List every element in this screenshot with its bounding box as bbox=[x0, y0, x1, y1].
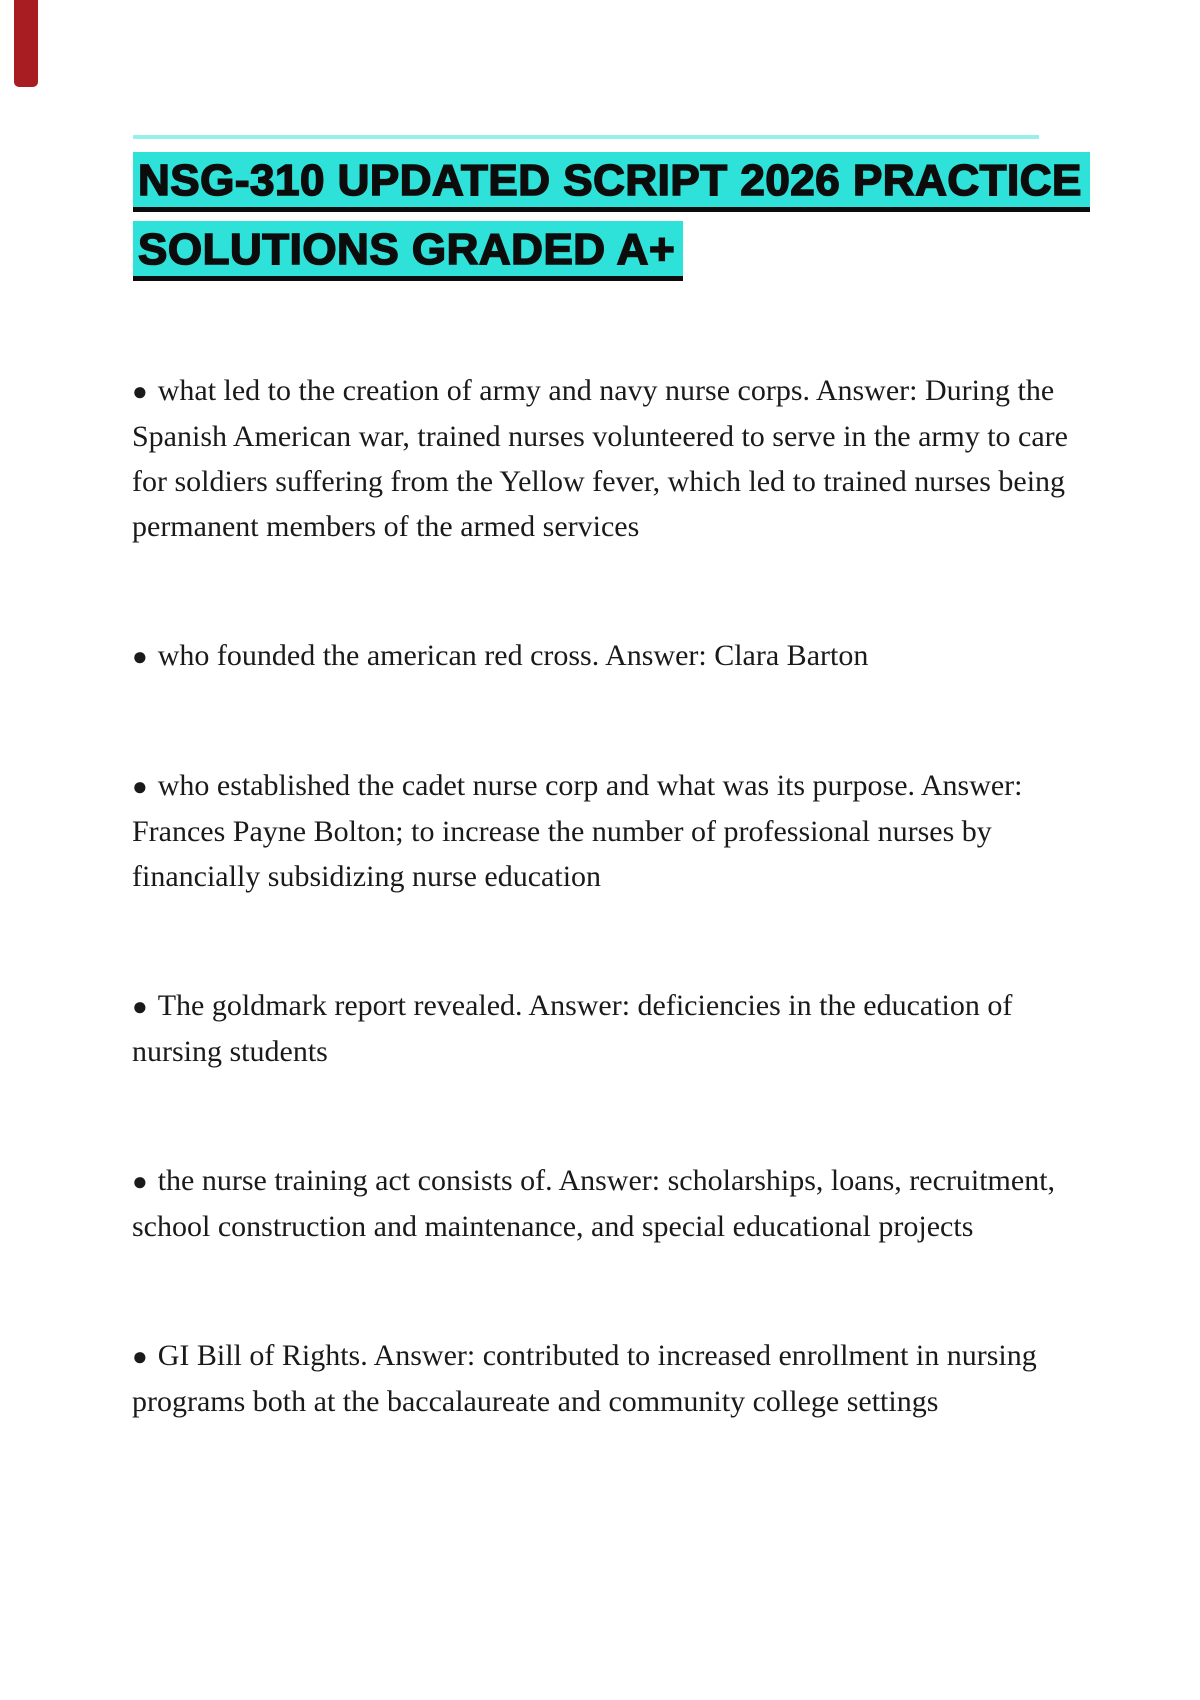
qa-text: what led to the creation of army and navy nurse corps. Answer: During the Spanish American war, trained nurses volunteered to serve in the army to care for soldiers suffering from the Yellow fever, which led to trained nurses being permanent members of the armed services bbox=[132, 374, 1068, 543]
bullet-icon: ● bbox=[132, 377, 148, 406]
bullet-icon: ● bbox=[132, 772, 148, 801]
title-line-2: SOLUTIONS GRADED A+ bbox=[133, 221, 683, 281]
qa-item bbox=[132, 1158, 1077, 1249]
bullet-icon: ● bbox=[132, 992, 148, 1021]
qa-text: The goldmark report revealed. Answer: deficiencies in the education of nursing students bbox=[132, 989, 1013, 1068]
title-highlight-sliver bbox=[133, 135, 1039, 139]
qa-text: who founded the american red cross. Answer: Clara Barton bbox=[157, 639, 869, 672]
qa-item bbox=[132, 1333, 1077, 1424]
bullet-icon: ● bbox=[132, 1167, 148, 1196]
bullet-icon: ● bbox=[132, 642, 148, 671]
qa-text: who established the cadet nurse corp and what was its purpose. Answer: Frances Payne Bolton; to increase the number of professional nurses by financially subsidizing nurse education bbox=[132, 769, 1023, 893]
qa-item bbox=[132, 763, 1077, 899]
red-bookmark-ribbon-icon bbox=[14, 0, 38, 87]
qa-text: GI Bill of Rights. Answer: contributed to increased enrollment in nursing programs both at the baccalaureate and community college settings bbox=[132, 1339, 1037, 1418]
qa-list bbox=[132, 368, 1077, 1508]
document-title bbox=[133, 152, 1082, 290]
title-line-1: NSG-310 UPDATED SCRIPT 2026 PRACTICE bbox=[133, 152, 1090, 212]
qa-text: the nurse training act consists of. Answer: scholarships, loans, recruitment, school construction and maintenance, and special educational projects bbox=[132, 1164, 1056, 1243]
qa-item bbox=[132, 633, 1077, 679]
qa-item bbox=[132, 368, 1077, 549]
qa-item bbox=[132, 983, 1077, 1074]
bullet-icon: ● bbox=[132, 1342, 148, 1371]
